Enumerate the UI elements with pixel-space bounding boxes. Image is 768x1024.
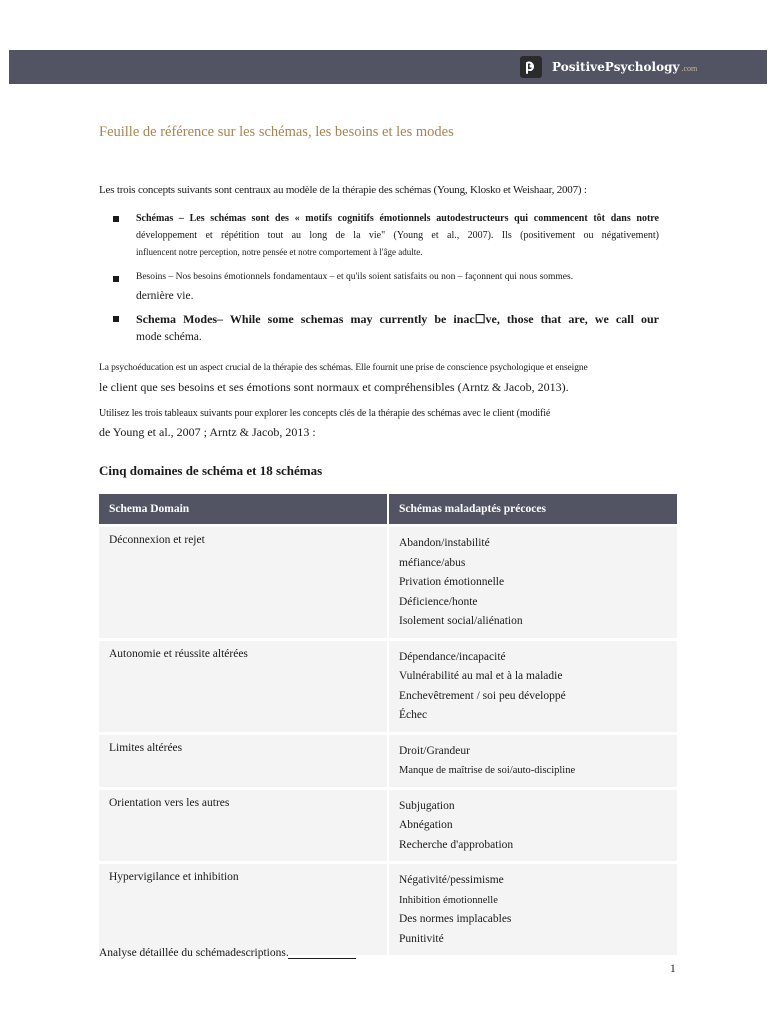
intro-paragraph: Les trois concepts suivants sont centraux au modèle de la thérapie des schémas (Young, Klosko et Weishaar, 2007) : <box>99 184 587 196</box>
bullet-schemas-line-2: développement et répétition tout au long de la vie" (Young et al., 2007). Ils (positivement ou négativement) <box>136 230 659 241</box>
schema-item: Punitivité <box>399 932 444 945</box>
schemas-cell <box>389 641 677 735</box>
footer-note-text: Analyse détaillée du schémadescriptions. <box>99 947 289 959</box>
bullet-schema-modes-line-2: mode schéma. <box>136 331 202 343</box>
domain-cell: Autonomie et réussite altérées <box>99 641 389 735</box>
footer-note <box>99 944 356 959</box>
schema-item: Enchevêtrement / soi peu développé <box>399 689 566 702</box>
schema-item: Négativité/pessimisme <box>399 874 504 886</box>
brand-name: PositivePsychology <box>552 60 680 74</box>
psychoeducation-paragraph <box>99 360 588 397</box>
bullet-needs-line-1: Besoins – Nos besoins émotionnels fondamentaux – et qu'ils soient satisfaits ou non – façonnent qui nous sommes. <box>136 272 574 282</box>
domain-cell: Déconnexion et rejet <box>99 524 389 641</box>
schema-item: Recherche d'approbation <box>399 838 514 851</box>
psychoeducation-line-1: La psychoéducation est un aspect crucial de la thérapie des schémas. Elle fournit une prise de conscience psychologique et enseigne <box>99 363 588 373</box>
domain-cell: Hypervigilance et inhibition <box>99 864 389 958</box>
column-header-early-maladaptive-schemas: Schémas maladaptés précoces <box>389 494 677 524</box>
schemas-cell <box>389 790 677 865</box>
tables-usage-line-2: de Young et al., 2007 ; Arntz & Jacob, 2013 : <box>99 425 316 439</box>
schema-item: Des normes implacables <box>399 913 512 925</box>
bullet-schemas-line-3: influencent notre perception, notre pensée et notre comportement à l'âge adulte. <box>136 247 423 257</box>
schemas-cell <box>389 524 677 641</box>
schema-item: Isolement social/aliénation <box>399 615 523 627</box>
schema-item: Droit/Grandeur <box>399 744 470 757</box>
schema-item: Privation émotionnelle <box>399 576 505 588</box>
bullet-needs-line-2: dernière vie. <box>136 290 194 302</box>
schema-item: Inhibition émotionnelle <box>399 894 498 906</box>
schemas-cell <box>389 864 677 958</box>
bullet-schemas <box>113 210 659 261</box>
schema-item: Échec <box>399 709 428 721</box>
psychoeducation-line-2: le client que ses besoins et ses émotions sont normaux et compréhensibles (Arntz & Jacob, 2013). <box>99 380 569 394</box>
page-number: 1 <box>670 963 676 975</box>
bullet-square-icon <box>113 276 119 282</box>
schema-domains-table <box>99 494 677 958</box>
schema-item: Abnégation <box>399 819 453 831</box>
domain-cell: Orientation vers les autres <box>99 790 389 865</box>
bullet-schema-modes-line-1: Schema Modes– While some schemas may currently be inac☐ve, those that are, we call our <box>136 312 659 326</box>
schema-item: méfiance/abus <box>399 556 466 569</box>
bullet-needs <box>113 269 659 306</box>
document-title: Feuille de référence sur les schémas, les besoins et les modes <box>99 124 454 140</box>
tables-usage-line-1: Utilisez les trois tableaux suivants pour explorer les concepts clés de la thérapie des schémas avec le client (modifié <box>99 408 551 419</box>
schema-item: Abandon/instabilité <box>399 537 490 549</box>
schema-item: Dépendance/incapacité <box>399 650 506 663</box>
bullet-schemas-line-1: Schémas – Les schémas sont des « motifs cognitifs émotionnels autodestructeurs qui commencent tôt dans notre <box>136 213 659 224</box>
schema-item: Vulnérabilité au mal et à la maladie <box>399 670 563 682</box>
positive-psychology-logo-icon <box>520 56 542 78</box>
table-row <box>99 735 677 790</box>
domain-cell: Limites altérées <box>99 735 389 790</box>
schema-item: Manque de maîtrise de soi/auto-discipline <box>399 765 576 776</box>
bullet-square-icon <box>113 316 119 322</box>
brand[interactable] <box>520 56 697 78</box>
header-bar <box>9 50 767 84</box>
table-row <box>99 641 677 735</box>
schema-item: Subjugation <box>399 799 455 812</box>
table-header-row <box>99 494 677 524</box>
schema-item: Déficience/honte <box>399 595 478 608</box>
schemas-cell <box>389 735 677 790</box>
table-row <box>99 790 677 865</box>
bullet-square-icon <box>113 216 119 222</box>
brand-suffix: .com <box>681 63 698 73</box>
column-header-schema-domain: Schema Domain <box>99 494 389 524</box>
section-title: Cinq domaines de schéma et 18 schémas <box>99 463 323 478</box>
fill-in-blank-line <box>288 944 356 959</box>
bullet-schema-modes <box>113 310 659 347</box>
table-row <box>99 524 677 641</box>
tables-usage-paragraph <box>99 405 550 442</box>
